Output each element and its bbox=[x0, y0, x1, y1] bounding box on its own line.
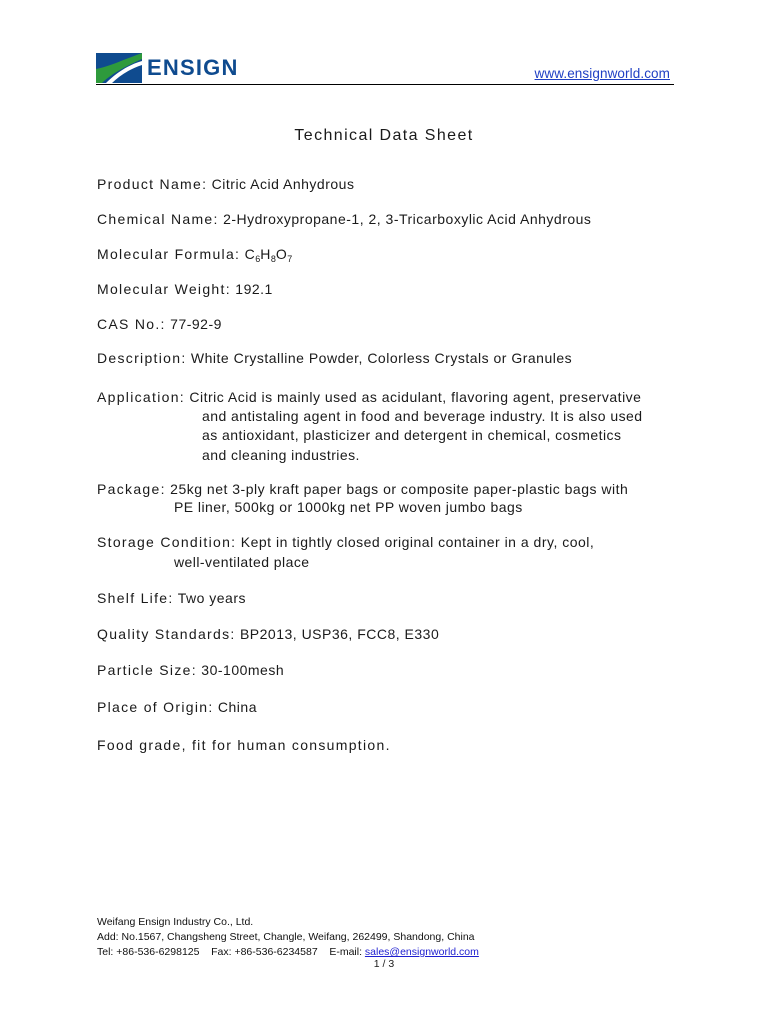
footer-phone-fax: Tel: +86-536-6298125 Fax: +86-536-6234587 E-mail: bbox=[97, 946, 365, 958]
application-line-4: and cleaning industries. bbox=[202, 446, 360, 463]
description-label: Description: bbox=[97, 350, 187, 366]
description-value: White Crystalline Powder, Colorless Crystals or Granules bbox=[190, 350, 573, 366]
website-link[interactable]: www.ensignworld.com bbox=[534, 66, 670, 81]
description-row bbox=[97, 349, 572, 369]
package-label-row bbox=[97, 480, 628, 500]
cas-no-label: CAS No.: bbox=[97, 316, 166, 332]
application-continuation bbox=[202, 407, 674, 465]
application-line-3: as antioxidant, plasticizer and detergent in chemical, cosmetics bbox=[202, 427, 622, 444]
header-divider bbox=[96, 84, 674, 85]
storage-line-2: well-ventilated place bbox=[174, 554, 310, 570]
footer-company: Weifang Ensign Industry Co., Ltd. bbox=[97, 916, 254, 928]
quality-standards-label: Quality Standards: bbox=[97, 626, 236, 642]
product-name-value: Citric Acid Anhydrous bbox=[211, 176, 355, 192]
molecular-formula-label: Molecular Formula: bbox=[97, 246, 241, 262]
particle-size-label: Particle Size: bbox=[97, 662, 197, 678]
shelf-life-row bbox=[97, 589, 246, 609]
page-header bbox=[96, 50, 674, 86]
chemical-name-row bbox=[97, 210, 591, 230]
footer-address: Add: No.1567, Changsheng Street, Changle, Weifang, 262499, Shandong, China bbox=[97, 931, 475, 943]
particle-size-row bbox=[97, 661, 284, 681]
closing-note: Food grade, fit for human consumption. bbox=[97, 737, 391, 753]
package-line-2: PE liner, 500kg or 1000kg net PP woven jumbo bags bbox=[174, 499, 523, 515]
shelf-life-value: Two years bbox=[177, 590, 247, 606]
package-label: Package: bbox=[97, 481, 166, 497]
logo-wordmark: ENSIGN bbox=[147, 55, 239, 80]
company-logo bbox=[96, 53, 239, 83]
product-name-label: Product Name: bbox=[97, 176, 208, 192]
footer-email-link[interactable]: sales@ensignworld.com bbox=[364, 946, 479, 958]
application-label-row bbox=[97, 388, 641, 408]
molecular-weight-row bbox=[97, 280, 273, 300]
package-continuation bbox=[174, 498, 674, 517]
storage-label-row bbox=[97, 533, 594, 553]
page-number: 1 / 3 bbox=[373, 958, 395, 970]
package-line-1: 25kg net 3-ply kraft paper bags or composite paper-plastic bags with bbox=[170, 481, 629, 497]
shelf-life-label: Shelf Life: bbox=[97, 590, 174, 606]
quality-standards-row bbox=[97, 625, 439, 645]
application-line-2: and antistaling agent in food and beverage industry. It is also used bbox=[202, 408, 643, 424]
particle-size-value: 30-100mesh bbox=[201, 662, 285, 678]
storage-line-1: Kept in tightly closed original container in a dry, cool, bbox=[240, 534, 595, 550]
product-name-row bbox=[97, 175, 354, 195]
page-footer bbox=[97, 915, 675, 960]
molecular-weight-label: Molecular Weight: bbox=[97, 281, 231, 297]
application-line-1: Citric Acid is mainly used as acidulant, flavoring agent, preservative bbox=[189, 389, 642, 405]
chemical-name-value: 2-Hydroxypropane-1, 2, 3-Tricarboxylic Acid Anhydrous bbox=[223, 211, 592, 227]
place-of-origin-row bbox=[97, 698, 257, 718]
place-of-origin-label: Place of Origin: bbox=[97, 699, 214, 715]
molecular-formula-row bbox=[97, 245, 292, 270]
molecular-formula-value: $C_6H_8O_7$ bbox=[244, 246, 293, 264]
storage-label: Storage Condition: bbox=[97, 534, 237, 550]
cas-no-row bbox=[97, 315, 222, 335]
cas-no-value: 77-92-9 bbox=[170, 316, 222, 332]
document-title: Technical Data Sheet bbox=[294, 127, 474, 144]
chemical-name-label: Chemical Name: bbox=[97, 211, 219, 227]
place-of-origin-value: China bbox=[217, 699, 257, 715]
ensign-logo-mark-icon bbox=[96, 53, 142, 83]
storage-continuation bbox=[174, 553, 674, 572]
application-label: Application: bbox=[97, 389, 185, 405]
quality-standards-value: BP2013, USP36, FCC8, E330 bbox=[239, 626, 440, 642]
molecular-weight-value: 192.1 bbox=[235, 281, 273, 297]
